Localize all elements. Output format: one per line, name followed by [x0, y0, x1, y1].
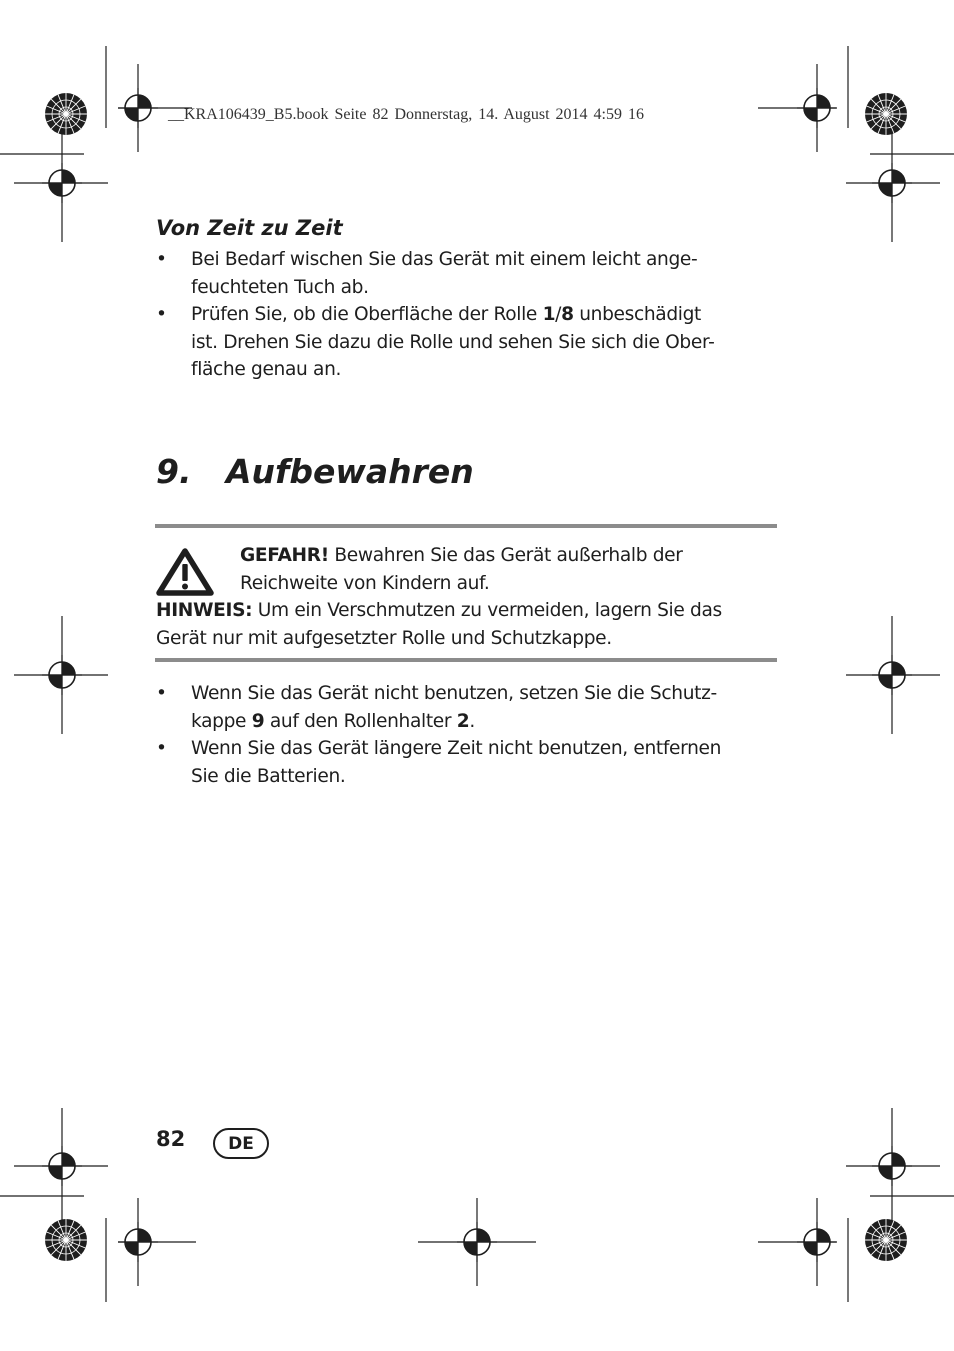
storage-bullet-list — [156, 680, 778, 790]
list-item-line: feuchteten Tuch ab. — [191, 276, 369, 298]
list-item-line: fläche genau an. — [191, 359, 342, 380]
bullet-icon: • — [156, 738, 167, 759]
list-item-line: Sie die Batterien. — [191, 765, 346, 787]
danger-notice — [240, 542, 780, 597]
list-item — [156, 680, 778, 735]
bullet-icon: • — [156, 249, 167, 270]
language-code: DE — [228, 1133, 254, 1154]
list-item-text: unbeschädigt — [573, 304, 701, 325]
list-item-text: auf den Rollenhalter — [264, 710, 457, 732]
hint-text: Gerät nur mit aufgesetzter Rolle und Schutzkappe. — [156, 627, 612, 649]
list-item-line: Bei Bedarf wischen Sie das Gerät mit einem leicht ange- — [191, 249, 698, 270]
hint-label: HINWEIS: — [156, 600, 253, 621]
list-item — [156, 246, 778, 301]
part-reference: 8 — [561, 304, 574, 325]
hint-notice — [156, 597, 786, 652]
notice-bottom-divider — [155, 658, 777, 662]
list-item-text: . — [469, 710, 475, 732]
danger-text: Reichweite von Kindern auf. — [240, 572, 490, 594]
page-number: 82 — [156, 1127, 186, 1151]
section-heading — [156, 452, 474, 491]
warning-triangle-icon — [156, 547, 214, 597]
part-reference: 9 — [251, 710, 265, 732]
list-item-line: Wenn Sie das Gerät längere Zeit nicht benutzen, entfernen — [191, 738, 722, 759]
language-badge — [213, 1128, 269, 1159]
list-item-text: kappe — [191, 710, 252, 732]
list-item-line: ist. Drehen Sie dazu die Rolle und sehen Sie sich die Ober- — [191, 331, 715, 353]
list-item — [156, 301, 778, 384]
section-number: 9. — [156, 452, 192, 491]
print-slug-line: __KRA106439_B5.book Seite 82 Donnerstag, 14. August 2014 4:59 16 — [168, 106, 644, 123]
part-reference: 2 — [456, 710, 470, 732]
bullet-icon: • — [156, 683, 167, 704]
maintenance-bullet-list — [156, 246, 778, 384]
section-title: Aufbewahren — [226, 452, 474, 491]
notice-top-divider — [155, 524, 777, 528]
danger-text: Bewahren Sie das Gerät außerhalb der — [328, 545, 683, 566]
danger-label: GEFAHR! — [240, 545, 329, 566]
separator: / — [555, 304, 562, 325]
list-item-text: Prüfen Sie, ob die Oberfläche der Rolle — [191, 304, 543, 325]
hint-text: Um ein Verschmutzen zu vermeiden, lagern Sie das — [252, 600, 722, 621]
subsection-heading: Von Zeit zu Zeit — [156, 216, 343, 240]
part-reference: 1 — [542, 304, 556, 325]
list-item — [156, 735, 778, 790]
bullet-icon: • — [156, 304, 167, 325]
list-item-line: Wenn Sie das Gerät nicht benutzen, setzen Sie die Schutz- — [191, 683, 717, 704]
